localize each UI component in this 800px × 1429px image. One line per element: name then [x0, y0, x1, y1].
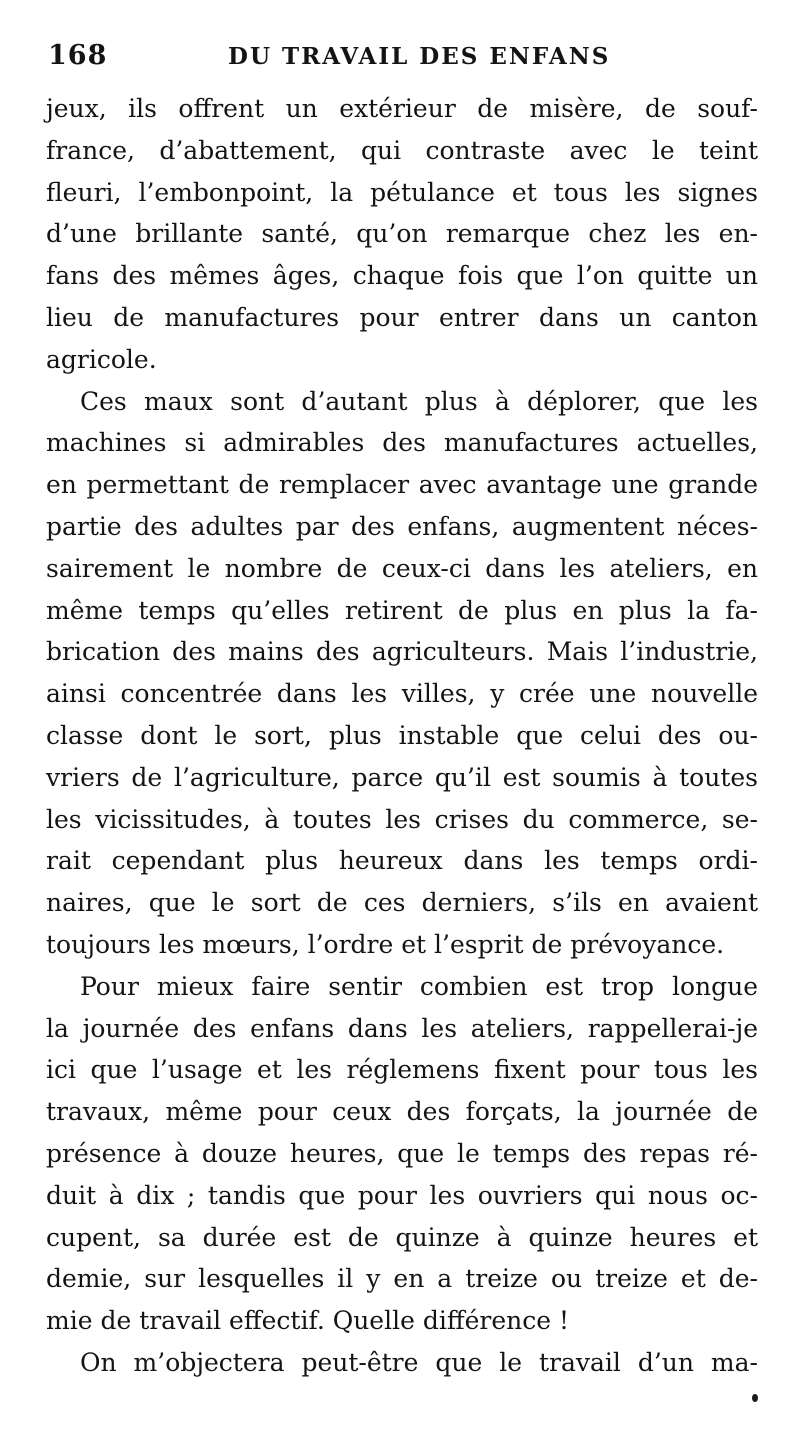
text-line: Pour mieux faire sentir combien est trop longue — [80, 971, 758, 1001]
text-line: classe dont le sort, plus instable que celui des ou- — [46, 720, 758, 750]
text-line: fans des mêmes âges, chaque fois que l’on quitte un — [46, 261, 758, 291]
text-line: naires, que le sort de ces derniers, s’ils en avaient — [46, 888, 758, 918]
text-line: demie, sur lesquelles il y en a treize ou treize et de- — [46, 1264, 758, 1294]
text-line: cupent, sa durée est de quinze à quinze heures et — [46, 1222, 758, 1252]
text-line: Ces maux sont d’autant plus à déplorer, que les — [80, 386, 758, 416]
text-line: sairement le nombre de ceux-ci dans les ateliers, en — [46, 553, 758, 583]
text-line: france, d’abattement, qui contraste avec le teint — [46, 135, 758, 165]
text-line: en permettant de remplacer avec avantage une grande — [46, 470, 758, 500]
text-line: lieu de manufactures pour entrer dans un canton — [46, 302, 758, 332]
text-line: les vicissitudes, à toutes les crises du commerce, se- — [46, 804, 758, 834]
text-line: agricole. — [46, 344, 157, 374]
text-line: d’une brillante santé, qu’on remarque chez les en- — [46, 219, 758, 249]
text-line: machines si admirables des manufactures actuelles, — [46, 428, 758, 458]
ink-speck — [752, 1394, 758, 1402]
text-line: travaux, même pour ceux des forçats, la journée de — [46, 1097, 758, 1127]
paragraph — [46, 966, 758, 1342]
running-title: DU TRAVAIL DES ENFANS — [228, 43, 611, 70]
text-line: vriers de l’agriculture, parce qu’il est soumis à toutes — [46, 762, 758, 792]
text-line: rait cependant plus heureux dans les temps ordi- — [46, 846, 758, 876]
body-text — [46, 88, 758, 1384]
text-line: brication des mains des agriculteurs. Mais l’industrie, — [46, 637, 758, 667]
text-line: ainsi concentrée dans les villes, y crée une nouvelle — [46, 679, 758, 709]
text-line: mie de travail effectif. Quelle différence ! — [46, 1306, 570, 1336]
page-number: 168 — [48, 40, 108, 71]
text-line: jeux, ils offrent un extérieur de misère, de souf- — [46, 94, 758, 123]
text-line: fleuri, l’embonpoint, la pétulance et tous les signes — [46, 177, 758, 207]
text-line: toujours les mœurs, l’ordre et l’esprit de prévoyance. — [46, 929, 725, 959]
text-line: la journée des enfans dans les ateliers, rappellerai-je — [46, 1013, 758, 1043]
text-line: ici que l’usage et les réglemens fixent pour tous les — [46, 1055, 758, 1085]
text-line: On m’objectera peut-être que le travail d’un ma- — [80, 1347, 758, 1377]
text-line: partie des adultes par des enfans, augmentent néces- — [46, 511, 758, 541]
running-head — [48, 40, 752, 80]
paragraph — [46, 1342, 758, 1384]
text-line: présence à douze heures, que le temps des repas ré- — [46, 1138, 758, 1168]
text-line: duit à dix ; tandis que pour les ouvriers qui nous oc- — [46, 1180, 758, 1210]
paragraph — [46, 381, 758, 966]
text-line: même temps qu’elles retirent de plus en plus la fa- — [46, 595, 758, 625]
paragraph — [46, 88, 758, 381]
